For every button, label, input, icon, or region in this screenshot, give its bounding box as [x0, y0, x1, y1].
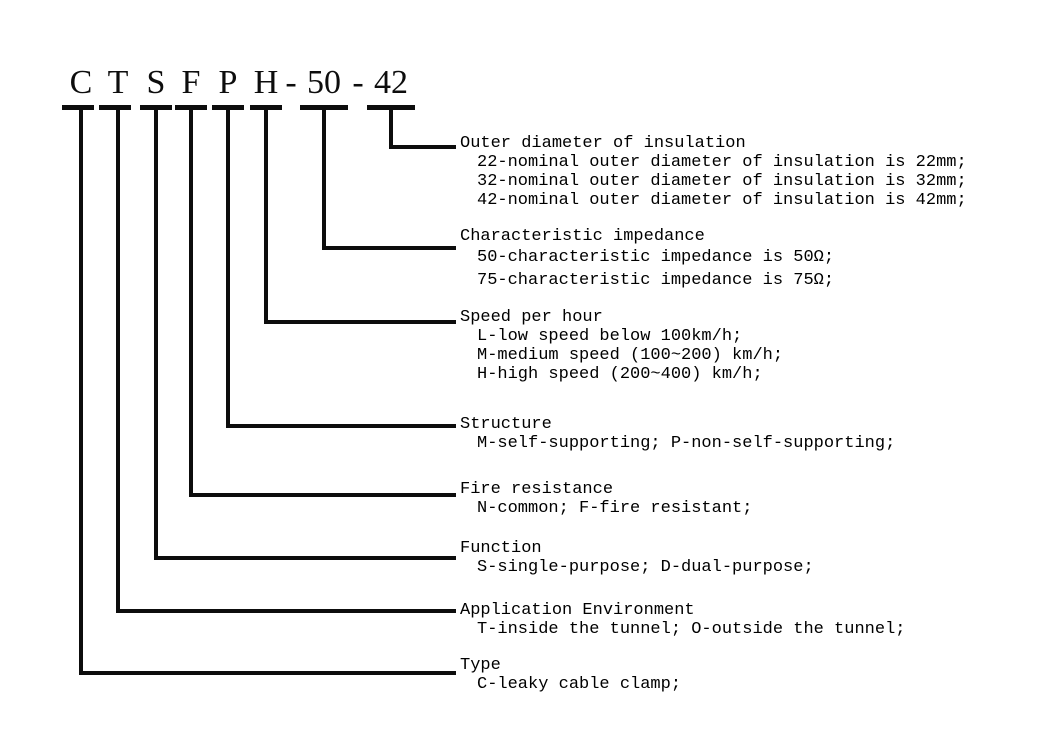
code-char-C: C — [69, 64, 93, 101]
section-heading: Outer diameter of insulation — [460, 134, 746, 153]
section-characteristic-impedance — [460, 227, 834, 292]
connector-vertical-S — [154, 110, 158, 560]
section-heading: Function — [460, 539, 542, 558]
connector-vertical-P — [226, 110, 230, 428]
section-outer-diameter — [460, 134, 967, 210]
code-char-F: F — [181, 64, 201, 101]
connector-horizontal-50 — [322, 246, 456, 250]
connector-horizontal-42 — [389, 145, 456, 149]
section-item: H-high speed (200~400) km/h; — [477, 365, 763, 384]
connector-vertical-42 — [389, 110, 393, 149]
connector-horizontal-C — [79, 671, 456, 675]
section-item: S-single-purpose; D-dual-purpose; — [477, 558, 814, 577]
code-char-T: T — [107, 64, 129, 101]
code-number-42: 42 — [374, 64, 408, 101]
section-heading: Speed per hour — [460, 308, 603, 327]
code-number-50: 50 — [307, 64, 341, 101]
code-char-H: H — [253, 64, 279, 101]
section-type — [460, 656, 681, 694]
connector-vertical-F — [189, 110, 193, 497]
section-item: 50-characteristic impedance is 50Ω; — [477, 248, 835, 267]
section-item: T-inside the tunnel; O-outside the tunnel; — [477, 620, 906, 639]
connector-horizontal-P — [226, 424, 456, 428]
connector-vertical-H — [264, 110, 268, 324]
code-hyphen-1: - — [285, 64, 297, 101]
section-item: 32-nominal outer diameter of insulation is 32mm; — [477, 172, 967, 191]
section-heading: Characteristic impedance — [460, 227, 705, 246]
underline-bar-T — [99, 105, 131, 110]
connector-horizontal-F — [189, 493, 456, 497]
section-item: C-leaky cable clamp; — [477, 675, 682, 694]
section-item: 75-characteristic impedance is 75Ω; — [477, 271, 835, 290]
code-hyphen-2: - — [352, 64, 364, 101]
section-fire-resistance — [460, 480, 752, 518]
underline-bar-C — [62, 105, 94, 110]
section-item: L-low speed below 100km/h; — [477, 327, 743, 346]
connector-vertical-50 — [322, 110, 326, 250]
section-item: M-self-supporting; P-non-self-supporting; — [477, 434, 896, 453]
section-function — [460, 539, 814, 577]
connector-horizontal-H — [264, 320, 456, 324]
connector-vertical-C — [79, 110, 83, 675]
connector-horizontal-T — [116, 609, 456, 613]
section-structure — [460, 415, 895, 453]
section-item: N-common; F-fire resistant; — [477, 499, 753, 518]
section-heading: Application Environment — [460, 601, 695, 620]
section-item: 22-nominal outer diameter of insulation is 22mm; — [477, 153, 967, 172]
section-item: M-medium speed (100~200) km/h; — [477, 346, 784, 365]
section-speed-per-hour — [460, 308, 783, 384]
section-item: 42-nominal outer diameter of insulation is 42mm; — [477, 191, 967, 210]
connector-horizontal-S — [154, 556, 456, 560]
section-heading: Structure — [460, 415, 552, 434]
section-heading: Type — [460, 656, 501, 675]
section-heading: Fire resistance — [460, 480, 614, 499]
section-application-environment — [460, 601, 905, 639]
code-char-S: S — [146, 64, 166, 101]
code-char-P: P — [218, 64, 238, 101]
connector-vertical-T — [116, 110, 120, 613]
